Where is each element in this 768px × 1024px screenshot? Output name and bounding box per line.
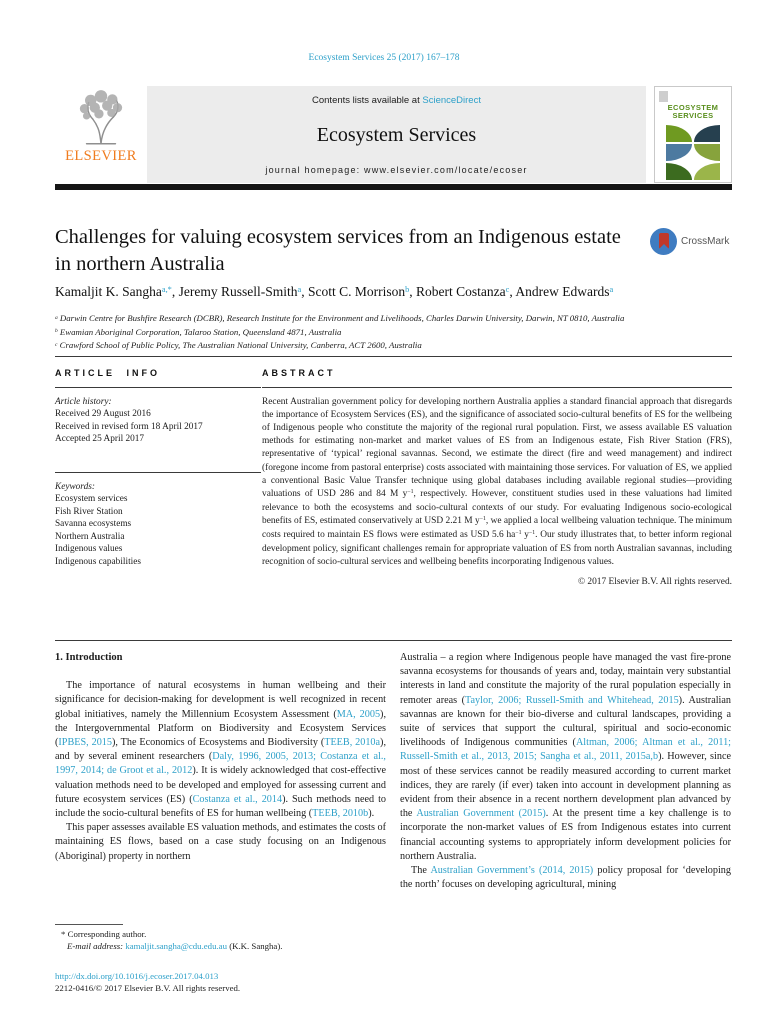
citation-link[interactable]: TEEB, 2010b (312, 808, 369, 820)
citation-link[interactable]: Australian Government’s (2014, 2015) (430, 865, 594, 877)
contents-line (153, 95, 640, 106)
cover-leaf-tile (666, 125, 692, 142)
elsevier-tree-icon (68, 86, 134, 152)
citation-link[interactable]: Taylor, 2006; Russell-Smith and Whitehead, 2015 (465, 694, 679, 706)
email-line: E-mail address: kamaljit.sangha@cdu.edu.au (K.K. Sangha). (67, 940, 283, 951)
section-divider (55, 640, 732, 641)
cover-leaf-tile (666, 163, 692, 180)
keyword-item: Indigenous values (55, 544, 123, 554)
history-item: Received in revised form 18 April 2017 (55, 421, 203, 432)
article-title-line2: in northern Australia (55, 253, 225, 275)
citation-link[interactable]: Altman, 2006; Altman et al., 2011; Russell-Smith et al., 2013, 2015; Sangha et al., 2011, 2015a,b (400, 737, 731, 763)
crossmark-badge[interactable] (650, 228, 729, 255)
journal-banner (147, 86, 646, 183)
affiliation-a: $^a$ Darwin Centre for Bushfire Research (DCBR), Research Institute for the Environment and Livelihoods, Charles Darwin University, Darwin, NT 0810, Australia (55, 313, 625, 323)
keyword-item: Northern Australia (55, 531, 125, 542)
citation-link[interactable]: a (609, 285, 614, 295)
intro-left-column (55, 651, 386, 892)
journal-header (55, 86, 732, 183)
section-divider (55, 356, 732, 357)
cover-leaf-tile (694, 163, 720, 180)
issn-copyright-line: 2212-0416/© 2017 Elsevier B.V. All rights reserved. (55, 982, 241, 993)
keyword-item: Ecosystem services (55, 494, 128, 504)
abstract-heading: ABSTRACT (262, 368, 336, 378)
article-title-line1: Challenges for valuing ecosystem services from an Indigenous estate (55, 226, 621, 248)
cover-leaf-tile (694, 125, 720, 142)
citation-link[interactable]: Costanza et al., 2014 (192, 793, 283, 805)
citation-link[interactable]: MA, 2005 (336, 708, 381, 720)
article-info-column (55, 367, 261, 568)
abstract-column (262, 367, 732, 589)
sciencedirect-link[interactable]: ScienceDirect (422, 95, 481, 106)
footnote (55, 924, 390, 952)
elsevier-logo[interactable] (55, 86, 147, 183)
citation-link[interactable]: Daly, 1996, 2005, 2013; Costanza et al., 1997, 2014; de Groot et al., 2012 (55, 751, 386, 777)
citation-link[interactable]: TEEB, 2010a (324, 737, 381, 749)
cover-leaf-tile (694, 144, 720, 161)
article-info-heading: ARTICLE INFO (55, 368, 160, 378)
affiliation-b: $^b$ Ewamian Aboriginal Corporation, Talaroo Station, Queensland 4871, Australia (55, 326, 342, 337)
homepage-label: journal homepage: (265, 165, 365, 175)
crossmark-label: CrossMark (681, 236, 730, 247)
journal-cover-thumbnail[interactable] (654, 86, 732, 183)
cover-leaf-collage (666, 125, 720, 180)
crossmark-icon (650, 228, 677, 255)
homepage-url-link[interactable]: www.elsevier.com/locate/ecoser (364, 165, 528, 175)
keyword-item: Fish River Station (55, 506, 123, 517)
paragraph: This paper assesses available ES valuation methods, and estimates the costs of maintaining ES flows, based on a case study focusing on an Indigenous (Aboriginal) property in northern (55, 822, 386, 862)
history-item: Accepted 25 April 2017 (55, 434, 145, 444)
column-rule (55, 387, 261, 388)
affiliation-c: $^c$ Crawford School of Public Policy, The Australian National University, Canberra, ACT 2600, Australia (55, 340, 422, 350)
keyword-item: Indigenous capabilities (55, 556, 141, 567)
citation-link[interactable]: kamaljit.sangha@cdu.edu.au (125, 940, 227, 951)
cover-leaf-tile (666, 144, 692, 161)
cover-elsevier-mark (659, 91, 668, 102)
intro-right-column (400, 651, 731, 892)
citation-link[interactable]: IPBES, 2015 (58, 737, 112, 749)
homepage-line (153, 165, 640, 175)
cover-title-line1: ECOSYSTEM (667, 103, 719, 112)
citation-link[interactable]: a (297, 285, 302, 295)
abstract-text: Recent Australian government policy for developing northern Australia applies a standard financial approach that disregards the importance of Ecosystem Services (ES), and the significance of associated socio-cultural benefits of ES for the wellbeing of Indigenous people who constitute the majority of the regional rural population. First, we assess available ES valuation methods for estimating non-market and market values of ES from an Indigenous estate, Fish River Station (FRS), representative of ‘typical’ regional savannas. Second, we estimate the direct (fire and weed management) and indirect (foregone income from pastoral enterprise) costs associated with maintaining those services. For valuation of ES, we applied a conventional Basic Value Transfer technique using global databases including available regional studies—providing valuations of USD 286 and 84 M $y^{-1}$, respectively. However, constituent studies used in these valuations had limited relevance to both the ecosystems and socio-cultural contexts of our study. For evaluating Indigenous socio-ecological benefits of ES, estimated conservatively at USD 2.21 M $y^{-1}$, we applied a local wellbeing valuation technique. The minimum costs required to maintain ES flows were estimated as USD 5.6 $ha^{-1}$ $y^{-1}$. Our study illustrates that, to better inform regional development policy, significant challenges remain for appropriate valuation of ES from north Australian savannas, including recognition of socio-cultural services and wellbeing benefits incorporating Indigenous values. (262, 397, 733, 568)
column-rule (262, 387, 732, 388)
contents-label: Contents lists available at (312, 95, 423, 106)
article-title (55, 224, 650, 278)
citation-link[interactable]: Australian Government (2015) (416, 808, 546, 820)
paragraph: Australia – a region where Indigenous people have managed the vast fire-prone savanna ecosystems for thousands of years and, today, maintain very substantial interests in land and constitute the majority of the rural population especially in remoter areas (Taylor, 2006; Russell-Smith and Whitehead, 2015). Australian savannas are known for their bio-diverse and cultural landscapes, providing a suite of services that support the cultural, spiritual and socio-economic livelihoods of Indigenous communities (Altman, 2006; Altman et al., 2011; Russell-Smith et al., 2013, 2015; Sangha et al., 2011, 2015a,b). However, since most of these services cannot be readily measured according to current market indices, they are rarely (if ever) taken into account in development planning as evident from their absence in a recent northern development plan advanced by the Australian Government (2015). At the present time a key challenge is to incorporate the non-market values of ES from Indigenous estates into current financial accounting systems to appropriately inform development policies for northern Australia. (400, 652, 731, 862)
column-rule (55, 472, 261, 473)
section-heading: 1. Introduction (55, 652, 123, 663)
author-list: Kamaljit K. Sangha$^{a,*}$, Jeremy Russell-Smith$^a$, Scott C. Morrison$^b$, Robert Costanza$^c$, Andrew Edwards$^a$ (55, 284, 614, 299)
citation-link[interactable]: c (505, 285, 510, 295)
keywords-label: Keywords: (55, 481, 95, 492)
journal-title: Ecosystem Services (316, 124, 477, 146)
footnote-rule (55, 924, 123, 925)
header-divider-bar (55, 184, 732, 190)
introduction-section (55, 651, 732, 892)
doi-link[interactable]: http://dx.doi.org/10.1016/j.ecoser.2017.04.013 (55, 971, 219, 981)
citation-link[interactable]: b (405, 285, 410, 295)
cover-title-line2: SERVICES (672, 111, 714, 120)
history-item: Received 29 August 2016 (55, 409, 151, 419)
history-label: Article history: (55, 396, 112, 407)
citation-link[interactable]: a,* (161, 285, 172, 295)
affiliations (55, 313, 732, 354)
article-footer (55, 971, 240, 994)
paragraph: The Australian Government’s (2014, 2015) policy proposal for ‘developing the north’ focuses on developing agricultural, mining (400, 865, 731, 891)
elsevier-wordmark: ELSEVIER (65, 148, 137, 164)
copyright-line: © 2017 Elsevier B.V. All rights reserved. (577, 577, 732, 588)
cover-title (658, 104, 728, 120)
journal-reference: Ecosystem Services 25 (2017) 167–178 (308, 53, 460, 63)
corresponding-author-note: * Corresponding author. (61, 929, 147, 939)
paragraph: The importance of natural ecosystems in human wellbeing and their significance for decision-making for development is well recognized in recent global initiatives, namely the Millennium Ecosystem Assessment (MA, 2005), the Intergovernmental Platform on Biodiversity and Ecosystem Services (IPBES, 2015), The Economics of Ecosystems and Biodiversity (TEEB, 2010a), and by several eminent researchers (Daly, 1996, 2005, 2013; Costanza et al., 1997, 2014; de Groot et al., 2012). It is widely acknowledged that cost-effective valuation methods need to be developed and employed for assessing current and future ecosystem services (ES) (Costanza et al., 2014). Such methods need to include the socio-cultural benefits of ES for human wellbeing (TEEB, 2010b). (55, 680, 387, 820)
keyword-item: Savanna ecosystems (55, 519, 132, 529)
